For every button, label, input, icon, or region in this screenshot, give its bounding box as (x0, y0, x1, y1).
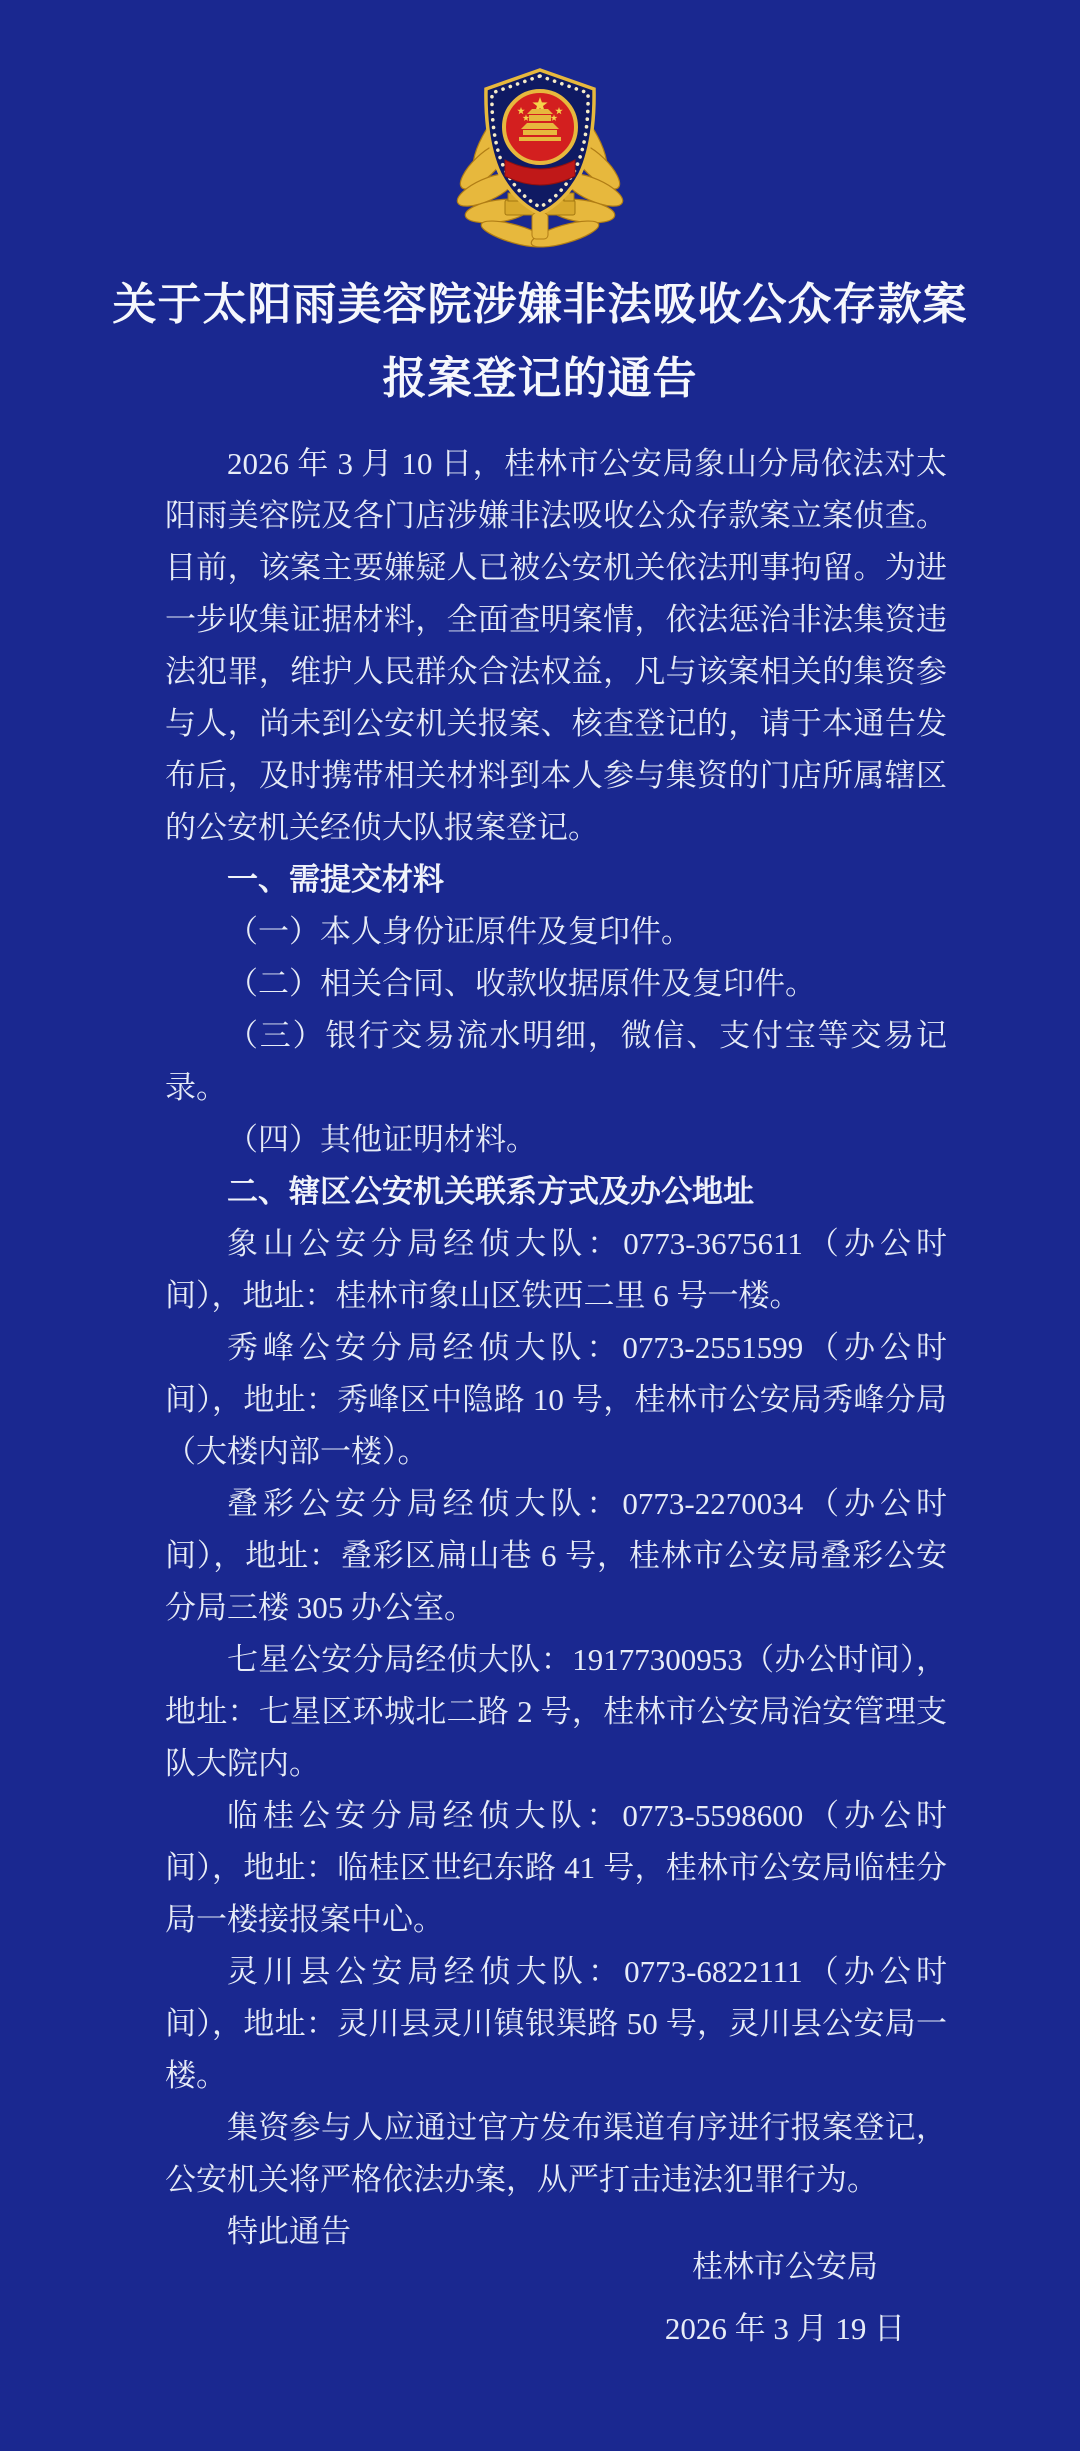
police-badge-icon (455, 50, 625, 255)
notice-paragraph: （一）本人身份证原件及复印件。 (227, 914, 692, 949)
notice-paragraph: （四）其他证明材料。 (227, 1122, 537, 1157)
notice-paragraph: 七星公安分局经侦大队：19177300953（办公时间），地址：七星区环城北二路 2 号，桂林市公安局治安管理支队大院内。 (165, 1642, 947, 1781)
notice-body (165, 438, 947, 2258)
emblem-container (0, 50, 1080, 255)
notice-paragraph: 叠彩公安分局经侦大队：0773-2270034（办公时间），地址：叠彩区扁山巷 6 号，桂林市公安局叠彩公安分局三楼 305 办公室。 (165, 1486, 947, 1625)
signature-date: 2026 年 3 月 19 日 (664, 2311, 906, 2346)
notice-paragraph: 特此通告 (227, 2214, 351, 2249)
notice-title-line1: 关于太阳雨美容院涉嫌非法吸收公众存款案 (112, 280, 968, 329)
notice-paragraph: 一、需提交材料 (227, 862, 444, 897)
signature-block (600, 2236, 970, 2360)
notice-paragraph: 二、辖区公安机关联系方式及办公地址 (227, 1174, 754, 1209)
notice-title-line2: 报案登记的通告 (382, 354, 698, 403)
notice-paragraph: 集资参与人应通过官方发布渠道有序进行报案登记，公安机关将严格依法办案，从严打击违法犯罪行为。 (165, 2110, 947, 2197)
signature-agency: 桂林市公安局 (692, 2249, 878, 2284)
notice-paragraph: 灵川县公安局经侦大队：0773-6822111（办公时间），地址：灵川县灵川镇银渠路 50 号，灵川县公安局一楼。 (165, 1954, 947, 2093)
notice-paragraph: （三）银行交易流水明细，微信、支付宝等交易记录。 (165, 1018, 947, 1105)
notice-title (90, 268, 990, 416)
notice-paragraph: 秀峰公安分局经侦大队：0773-2551599（办公时间），地址：秀峰区中隐路 10 号，桂林市公安局秀峰分局（大楼内部一楼）。 (165, 1330, 947, 1469)
notice-paragraph: 象山公安分局经侦大队：0773-3675611（办公时间），地址：桂林市象山区铁西二里 6 号一楼。 (165, 1226, 947, 1313)
notice-paragraph: （二）相关合同、收款收据原件及复印件。 (227, 966, 816, 1001)
notice-paragraph: 临桂公安分局经侦大队：0773-5598600（办公时间），地址：临桂区世纪东路 41 号，桂林市公安局临桂分局一楼接报案中心。 (165, 1798, 947, 1937)
notice-paragraph: 2026 年 3 月 10 日，桂林市公安局象山分局依法对太阳雨美容院及各门店涉嫌非法吸收公众存款案立案侦查。目前，该案主要嫌疑人已被公安机关依法刑事拘留。为进一步收集证据材料，全面查明案情，依法惩治非法集资违法犯罪，维护人民群众合法权益，凡与该案相关的集资参与人，尚未到公安机关报案、核查登记的，请于本通告发布后，及时携带相关材料到本人参与集资的门店所属辖区的公安机关经侦大队报案登记。 (165, 446, 947, 845)
